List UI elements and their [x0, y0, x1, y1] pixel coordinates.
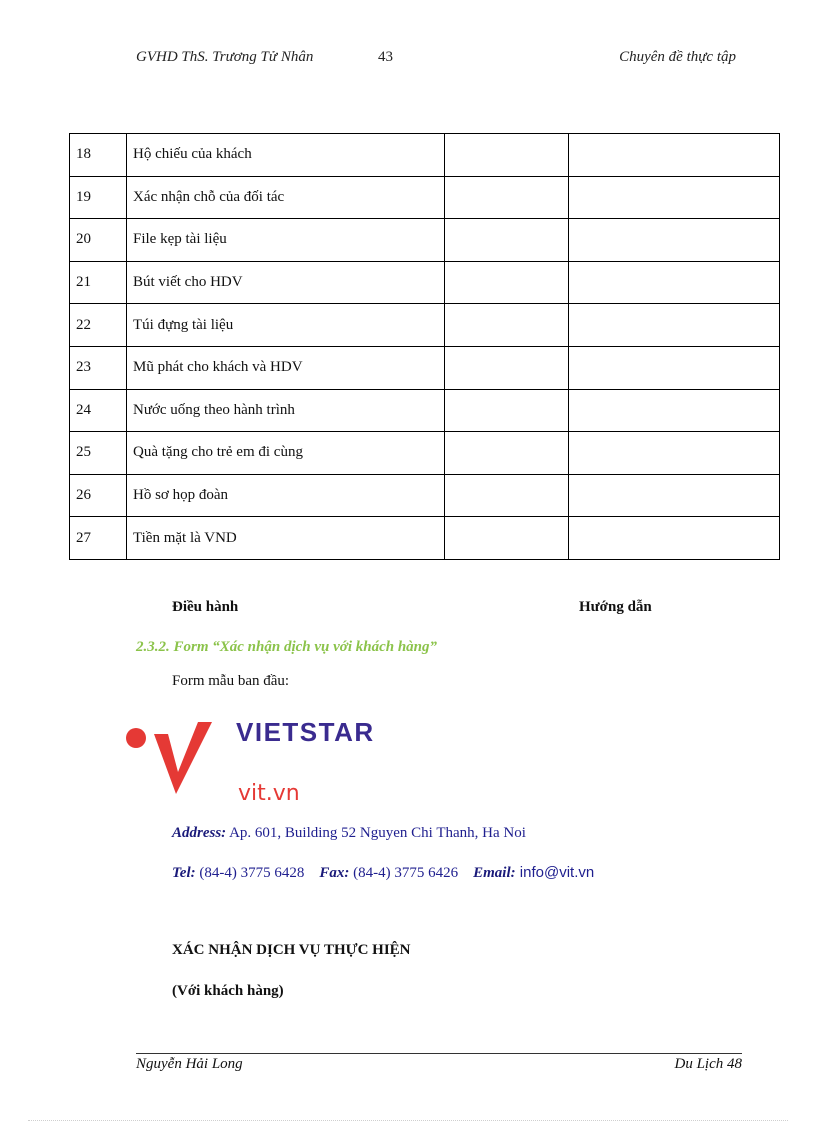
row-item: Xác nhận chỗ của đối tác: [127, 176, 445, 219]
logo-v-mark: [154, 722, 212, 794]
table-row: [70, 432, 780, 475]
row-empty-cell: [445, 219, 569, 262]
row-empty-cell: [569, 346, 780, 389]
row-empty-cell: [445, 346, 569, 389]
row-item: Mũ phát cho khách và HDV: [127, 346, 445, 389]
header-page-number: 43: [378, 49, 393, 65]
address-value: Ap. 601, Building 52 Nguyen Chi Thanh, Ha Noi: [226, 825, 526, 841]
table-row: [70, 517, 780, 560]
phone-line: [172, 864, 594, 882]
row-empty-cell: [569, 432, 780, 475]
signature-left: Điều hành: [172, 599, 239, 615]
row-empty-cell: [445, 261, 569, 304]
tel-value: (84-4) 3775 6428: [195, 865, 305, 881]
intro-text: Form mẫu ban đầu:: [172, 673, 290, 689]
fax-label: Fax:: [319, 865, 350, 881]
row-number: 18: [70, 134, 127, 177]
logo-dot: [126, 728, 146, 748]
table-row: [70, 389, 780, 432]
row-item: Bút viết cho HDV: [127, 261, 445, 304]
section-heading: 2.3.2. Form “Xác nhận dịch vụ với khách hàng”: [136, 639, 438, 655]
checklist-table: [69, 133, 780, 560]
footer-right: Du Lịch 48: [674, 1056, 742, 1072]
vietstar-logo: [118, 712, 418, 808]
row-item: Tiền mặt là VND: [127, 517, 445, 560]
row-item: Quà tặng cho trẻ em đi cùng: [127, 432, 445, 475]
header-right: Chuyên đề thực tập: [619, 49, 736, 65]
row-number: 22: [70, 304, 127, 347]
row-empty-cell: [569, 219, 780, 262]
row-item: Túi đựng tài liệu: [127, 304, 445, 347]
row-number: 27: [70, 517, 127, 560]
row-empty-cell: [569, 134, 780, 177]
row-number: 26: [70, 474, 127, 517]
row-number: 19: [70, 176, 127, 219]
table-row: [70, 261, 780, 304]
row-item: Hồ sơ họp đoàn: [127, 474, 445, 517]
page-edge-dots: [28, 1120, 788, 1121]
row-empty-cell: [445, 176, 569, 219]
row-empty-cell: [569, 304, 780, 347]
row-empty-cell: [569, 176, 780, 219]
row-number: 21: [70, 261, 127, 304]
row-empty-cell: [445, 474, 569, 517]
table-row: [70, 304, 780, 347]
row-empty-cell: [569, 389, 780, 432]
logo-brand-text: VIETSTAR: [236, 717, 375, 747]
table-row: [70, 134, 780, 177]
fax-value: (84-4) 3775 6426: [349, 865, 459, 881]
signature-right: Hướng dẫn: [579, 599, 652, 615]
row-number: 23: [70, 346, 127, 389]
footer-left: Nguyễn Hải Long: [136, 1056, 243, 1072]
row-number: 24: [70, 389, 127, 432]
logo-domain-text: vit.vn: [238, 781, 300, 806]
row-empty-cell: [569, 261, 780, 304]
row-empty-cell: [569, 474, 780, 517]
row-empty-cell: [569, 517, 780, 560]
row-item: Nước uống theo hành trình: [127, 389, 445, 432]
tel-label: Tel:: [172, 865, 196, 881]
address-line: [172, 825, 526, 842]
form-subtitle: (Với khách hàng): [172, 983, 284, 999]
row-empty-cell: [445, 304, 569, 347]
email-label: Email:: [473, 865, 516, 881]
row-item: File kẹp tài liệu: [127, 219, 445, 262]
email-value: info@vit.vn: [515, 864, 595, 881]
row-number: 25: [70, 432, 127, 475]
row-item: Hộ chiếu của khách: [127, 134, 445, 177]
table-row: [70, 346, 780, 389]
address-label: Address:: [172, 825, 227, 841]
header-left: GVHD ThS. Trương Tử Nhân: [136, 49, 314, 65]
row-empty-cell: [445, 517, 569, 560]
table-row: [70, 219, 780, 262]
row-empty-cell: [445, 134, 569, 177]
footer-rule: [136, 1053, 742, 1054]
table-row: [70, 176, 780, 219]
row-empty-cell: [445, 389, 569, 432]
form-title: XÁC NHẬN DỊCH VỤ THỰC HIỆN: [172, 942, 411, 958]
row-empty-cell: [445, 432, 569, 475]
table-row: [70, 474, 780, 517]
row-number: 20: [70, 219, 127, 262]
